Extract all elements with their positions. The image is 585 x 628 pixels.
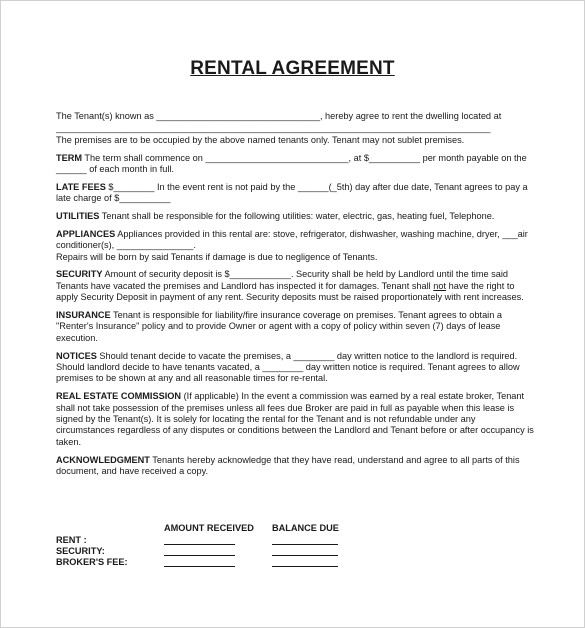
security-text-1: Amount of security deposit is $____________. Security shall be held by Landlord until the time said Tenants have vacated the premises and Landlord has inspected it for damages. Tenant shall [56,269,508,291]
notices-text: Should tenant decide to vacate the premises, a ________ day written notice to the landlord is required. Should landlord decide to have tenants vacated, a ________ day written notice is required. Tenant agrees to allow premises to be shown at any and all reasonable times for re-rental. [56,350,520,384]
utilities-label: UTILITIES [56,211,100,222]
document-title-wrap [1,58,584,80]
premises-clause [56,135,536,146]
appliances-clause [56,229,536,263]
commission-label: REAL ESTATE COMMISSION [56,391,182,402]
rent-amount-received-blank[interactable] [164,544,235,545]
premises-text: The premises are to be occupied by the above named tenants only. Tenant may not sublet premises. [56,134,465,145]
acknowledgment-label: ACKNOWLEDGMENT [56,454,150,465]
rent-row-label: RENT : [56,535,87,545]
security-label: SECURITY [56,269,103,280]
late-fees-clause [56,182,536,205]
tenants-text: The Tenant(s) known as ________________________________, hereby agree to rent the dwelling located at [56,111,502,121]
appliances-label: APPLIANCES [56,228,116,239]
address-line [56,123,519,134]
acknowledgment-text: Tenants hereby acknowledge that they have read, understand and agree to all parts of this document, and have received a copy. [56,454,520,477]
notices-label: NOTICES [56,350,97,361]
utilities-text: Tenant shall be responsible for the following utilities: water, electric, gas, heating fuel, Telephone. [99,211,495,222]
term-text: The term shall commence on ____________________________, at $__________ per month payable on the ______ of each month in full. [56,152,527,175]
document-title: RENTAL AGREEMENT [190,58,395,79]
late-fees-text: $________ In the event rent is not paid by the ______(_5th) day after due date, Tenant agrees to pay a late charge of $__________ [56,181,528,204]
security-not: not [433,280,447,291]
security-clause [56,269,536,303]
utilities-clause [56,211,536,222]
address-blank: _____________________________________________________________________________________ [56,123,491,134]
appliances-text: Appliances provided in this rental are: stove, refrigerator, dishwasher, washing machine, dryer, ___air conditioner(s), _______________. [56,228,528,251]
commission-clause [56,391,536,448]
insurance-label: INSURANCE [56,310,111,321]
rent-balance-due-blank[interactable] [272,544,338,545]
notices-clause [56,351,536,385]
acknowledgment-clause [56,455,536,478]
appliances-repairs-text: Repairs will be born by said Tenants if damage is due to negligence of Tenants. [56,251,378,262]
tenants-clause [56,111,536,122]
balance-due-header: BALANCE DUE [272,523,339,533]
brokers-fee-balance-due-blank[interactable] [272,566,338,567]
security-text-2: have the right to apply Security Deposit in payment of any rent. Security deposits must be raised proportionately with rent increases. [56,280,524,303]
term-label: TERM [56,152,83,163]
brokers-fee-amount-received-blank[interactable] [164,566,235,567]
insurance-clause [56,310,536,344]
security-balance-due-blank[interactable] [272,555,338,556]
insurance-text: Tenant is responsible for liability/fire insurance coverage on premises. Tenant agrees to obtain a "Renter's Insurance" policy and to provide Owner or agent with a copy of policy within seven (7) days of lease execution. [56,310,502,343]
late-fees-label: LATE FEES [56,181,106,192]
security-amount-received-blank[interactable] [164,555,235,556]
brokers-fee-row-label: BROKER'S FEE: [56,557,128,567]
agreement-body [56,111,536,484]
term-clause [56,153,536,176]
amount-received-header: AMOUNT RECEIVED [164,523,254,533]
security-row-label: SECURITY: [56,546,105,556]
commission-text: (If applicable) In the event a commission was earned by a real estate broker, Tenant shall not take possession of the premises unless all fees due Broker are paid in full as payable when this lease is signed by the Tenant(s). It is solely for locating the rental for the Tenant and is not refundable under any circumstances regardless of any disputes or conditions between the Landlord and Tenant before or after occupancy is taken. [56,391,534,447]
